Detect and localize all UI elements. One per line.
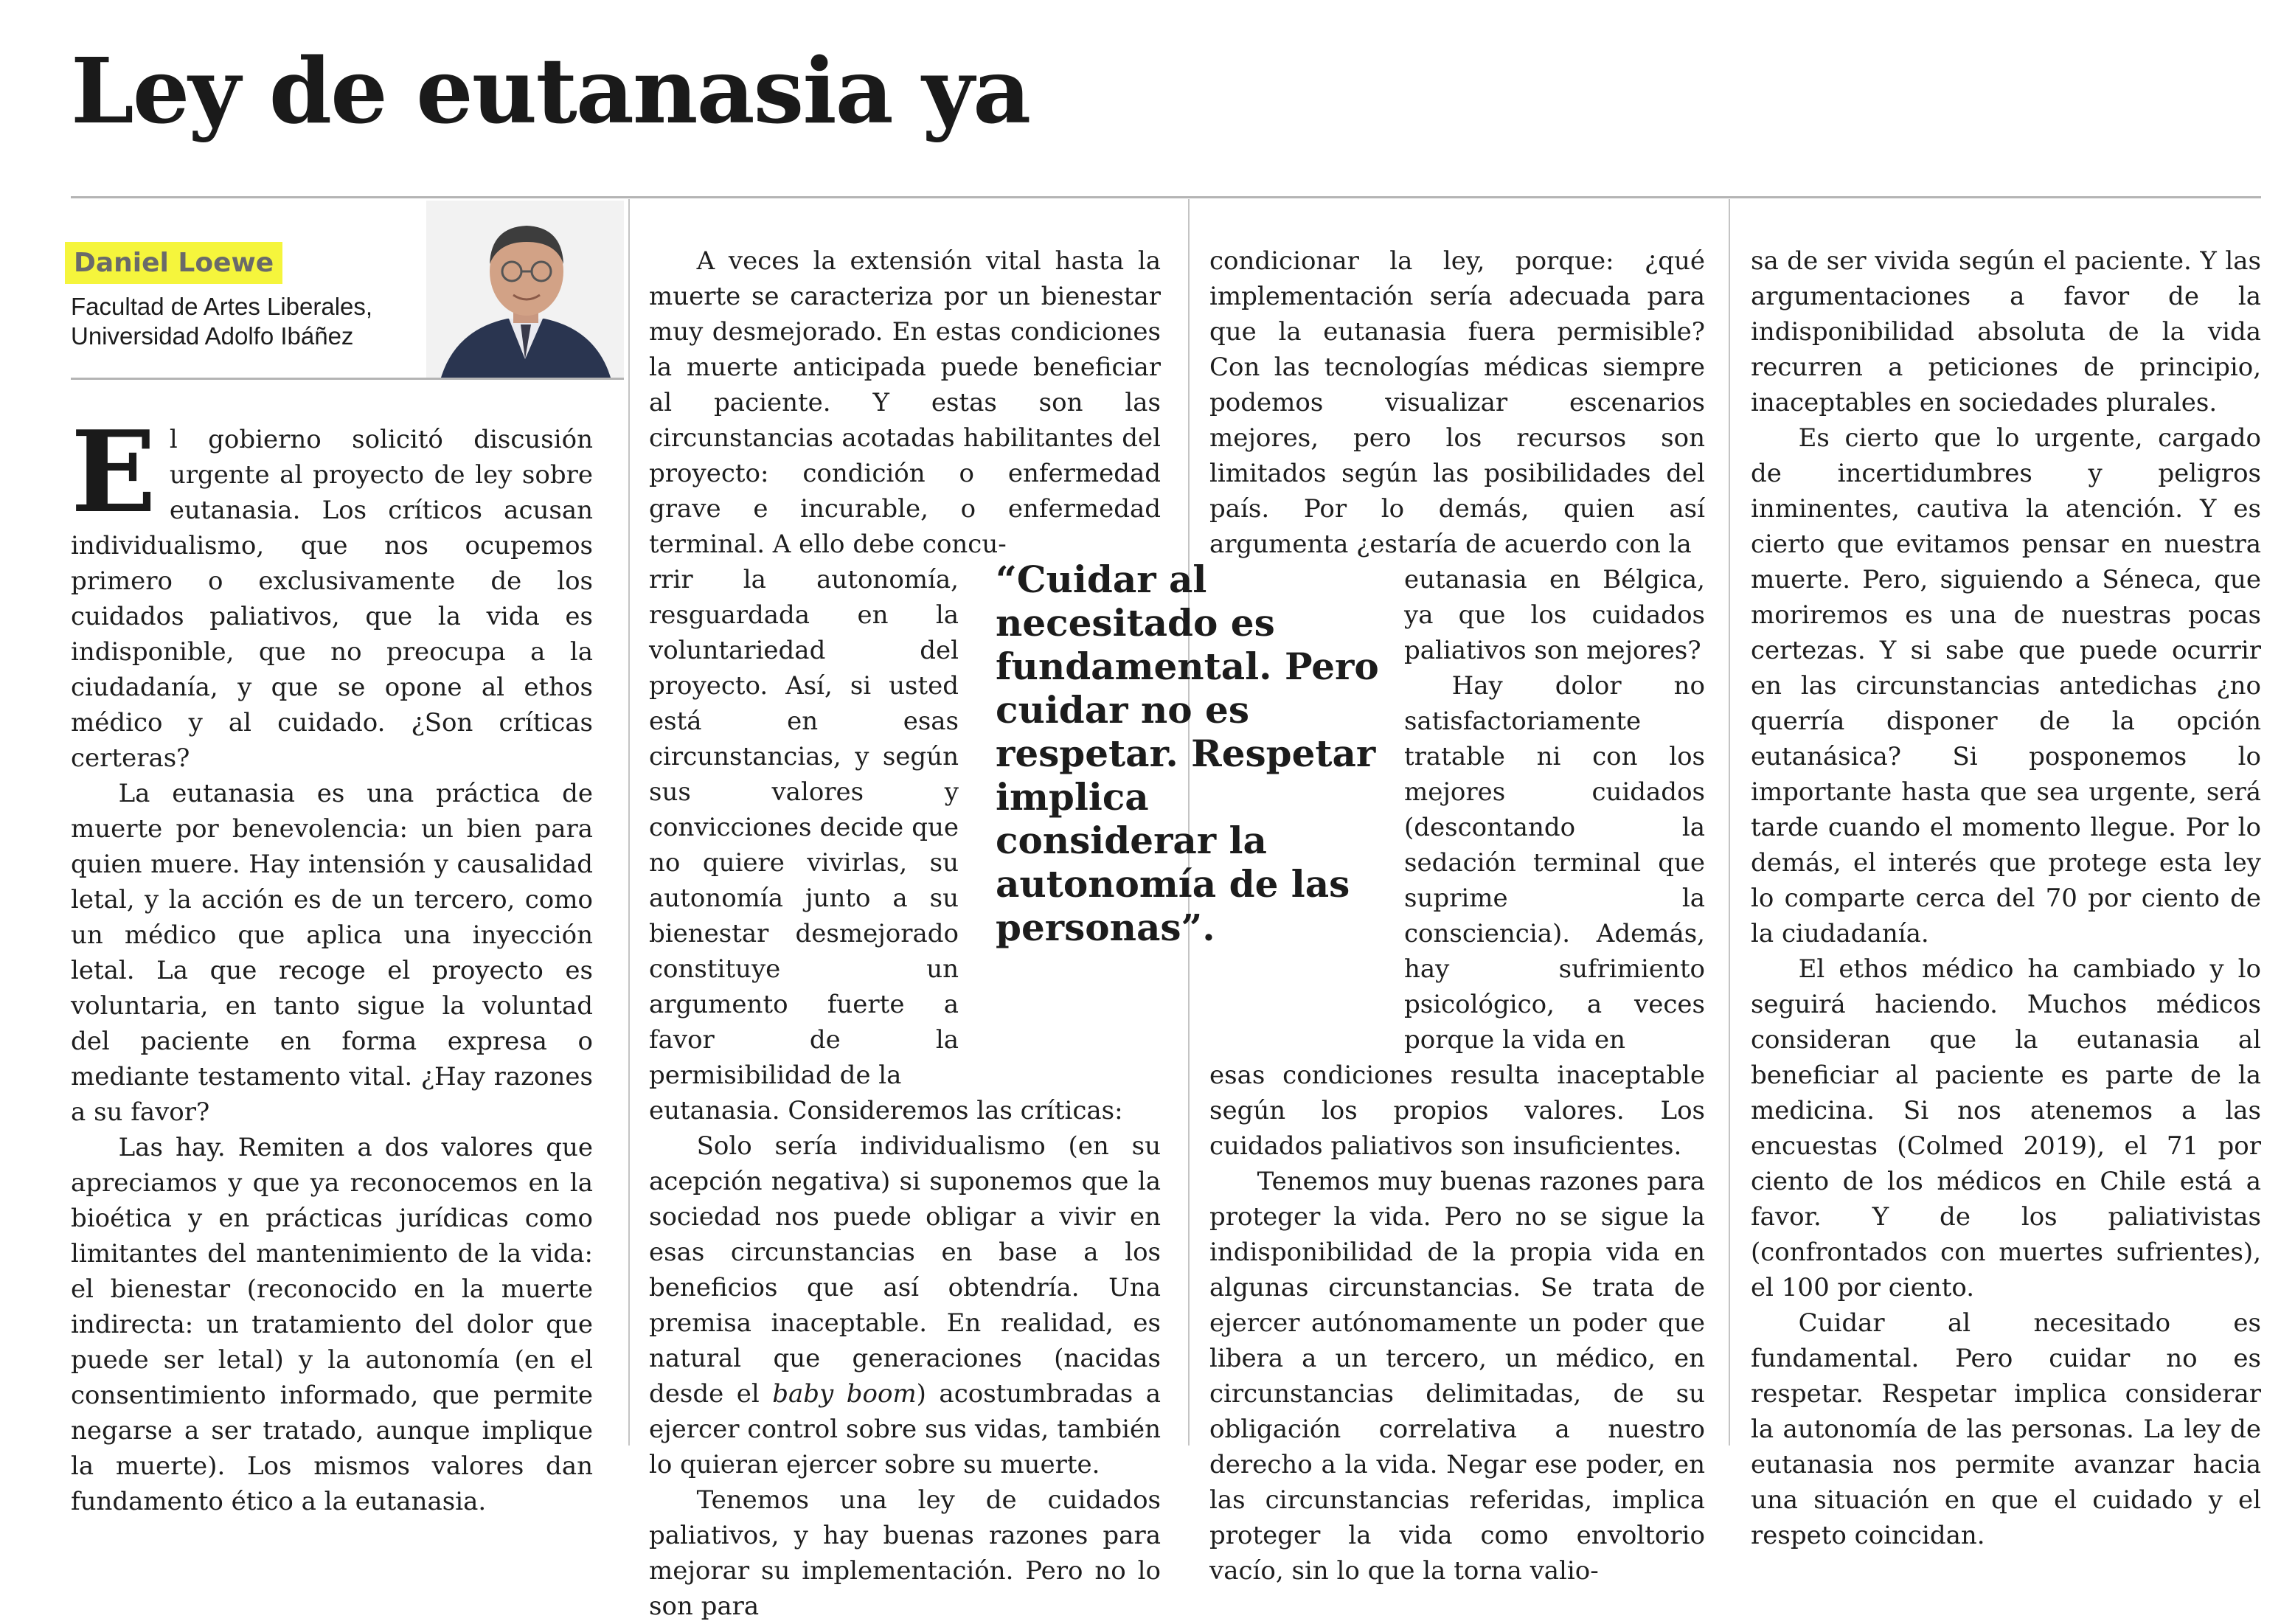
author-affiliation: [71, 292, 372, 351]
column-divider: [628, 199, 630, 1446]
author-photo: [426, 201, 624, 378]
paragraph: Hay dolor no satisfactoriamente tratable ni con los mejores cuidados (descontando la sedación terminal que suprime la consciencia). Además, hay sufrimiento psicológico, a veces porque la vida en: [1404, 671, 1705, 1055]
author-rule: [71, 378, 624, 380]
affiliation-line: Universidad Adolfo Ibáñez: [71, 322, 354, 350]
paragraph: El ethos médico ha cambiado y lo seguirá haciendo. Muchos médicos consideran que la eutanasia al beneficiar al paciente es parte de la medicina. Si nos atenemos a las encuestas (Colmed 2019), el 71 por ciento de los médicos en Chile está a favor. Y de los paliativistas (confrontados con muertes sufrientes), el 100 por ciento.: [1751, 954, 2261, 1302]
paragraph: Es cierto que lo urgente, cargado de incertidumbres y peligros inminentes, cautiva la atención. Y es cierto que evitamos pensar en nuestra muerte. Pero, siguiendo a Séneca, que moriremos es una de nuestras pocas certezas. Y si sabe que puede ocurrir en las circunstancias antedichas ¿no querría disponer de la opción eutanásica? Si posponemos lo importante hasta que sea urgente, será tarde cuando el momento llegue. Por lo demás, el interés que protege esta ley lo comparte cerca del 70 por ciento de la ciudadanía.: [1751, 423, 2261, 948]
pull-quote: “Cuidar al necesitado es fundamental. Pero cuidar no es respetar. Respetar implica considerar la autonomía de las personas”.: [996, 558, 1379, 949]
paragraph: sa de ser vivida según el paciente. Y las argumentaciones a favor de la indisponibilidad absoluta de la vida recurren a peticiones de principio, inaceptables en sociedades plurales.: [1751, 246, 2261, 417]
paragraph: eutanasia en Bélgica, ya que los cuidados paliativos son mejores?: [1404, 565, 1705, 665]
paragraph: La eutanasia es una práctica de muerte por benevolencia: un bien para quien muere. Hay intensión y causalidad letal, y la acción es de un tercero, como un médico que aplica una inyección letal. La que recoge el proyecto es voluntaria, en tanto sigue la voluntad del paciente en forma expresa o mediante testamento vital. ¿Hay razones a su favor?: [71, 779, 593, 1127]
paragraph: Tenemos muy buenas razones para proteger la vida. Pero no se sigue la indisponibilidad de la propia vida en algunas circunstancias. Se trata de ejercer autónomamente un poder que libera a un tercero, un médico, en circunstancias delimitadas, de su obligación correlativa a nuestro derecho a la vida. Negar ese poder, en las circunstancias referidas, implica proteger la vida como envoltorio vacío, sin lo que la torna valio-: [1209, 1167, 1705, 1586]
author-name: Daniel Loewe: [65, 242, 282, 284]
drop-cap: E: [71, 406, 156, 538]
paragraph: esas condiciones resulta inaceptable según los propios valores. Los cuidados paliativos son insuficientes.: [1209, 1061, 1705, 1161]
headline-rule: [71, 196, 2261, 198]
affiliation-line: Facultad de Artes Liberales,: [71, 293, 373, 320]
paragraph: Cuidar al necesitado es fundamental. Pero cuidar no es respetar. Respetar implica considerar la autonomía de las personas. La ley de eutanasia nos permite avanzar hacia una situación en que el cuidado y el respeto coincidan.: [1751, 1308, 2261, 1550]
paragraph: A veces la extensión vital hasta la muerte se caracteriza por un bienestar muy desmejorado. En estas condiciones la muerte anticipada puede beneficiar al paciente. Y estas son las circunstancias acotadas habilitantes del proyecto: condición o enfermedad grave e incurable, o enfermedad terminal. A ello debe concu-: [649, 246, 1161, 559]
paragraph-text: Solo sería individualismo (en su acepción negativa) si suponemos que la sociedad nos puede obligar a vivir en esas circunstancias en base a los beneficios que así obtendría. Una premisa inaceptable. En realidad, es natural que generaciones (nacidas desde el: [649, 1131, 1161, 1409]
paragraph: Las hay. Remiten a dos valores que apreciamos y que ya reconocemos en la bioética y en prácticas jurídicas como limitantes del mantenimiento de la vida: el bienestar (reconocido en la muerte indirecta: un tratamiento del dolor que puede ser letal) y la autonomía (en el consentimiento informado, que permite negarse a ser tratado, aunque implique la muerte). Los mismos valores dan fundamento ético a la eutanasia.: [71, 1133, 593, 1516]
emphasis-text: baby boom: [772, 1379, 917, 1409]
article-headline: Ley de eutanasia ya: [71, 38, 1030, 144]
paragraph: Tenemos una ley de cuidados paliativos, y hay buenas razones para mejorar su implementación. Pero no lo son para: [649, 1485, 1161, 1621]
paragraph: rrir la autonomía, resguardada en la voluntariedad del proyecto. Así, si usted está en esas circunstancias, y según sus valores y convicciones decide que no quiere vivirlas, su autonomía junto a su bienestar desmejorado constituye un argumento fuerte a favor de la permisibilidad de la: [649, 565, 959, 1090]
column-divider: [1729, 199, 1730, 1446]
article-column-1: [71, 406, 593, 1519]
paragraph-text: ) acostumbradas a ejercer control sobre sus vidas, también lo quieran ejercer sobre su muerte.: [649, 1379, 1161, 1479]
article-column-4: [1751, 243, 2261, 1553]
paragraph: [649, 1128, 1161, 1482]
paragraph: [71, 406, 593, 776]
paragraph-text: l gobierno solicitó discusión urgente al proyecto de ley sobre eutanasia. Los críticos acusan individualismo, que nos ocupemos primero o exclusivamente de los cuidados paliativos, que la vida es indisponible, que no preocupa a la ciudadanía, y que se opone al ethos médico y al cuidado. ¿Son críticas certeras?: [71, 425, 593, 773]
paragraph: condicionar la ley, porque: ¿qué implementación sería adecuada para que la eutanasia fuera permisible? Con las tecnologías médicas siempre podemos visualizar escenarios mejores, pero los recursos son limitados según las posibilidades del país. Por lo demás, quien así argumenta ¿estaría de acuerdo con la: [1209, 246, 1705, 559]
paragraph: eutanasia. Consideremos las críticas:: [649, 1096, 1123, 1125]
